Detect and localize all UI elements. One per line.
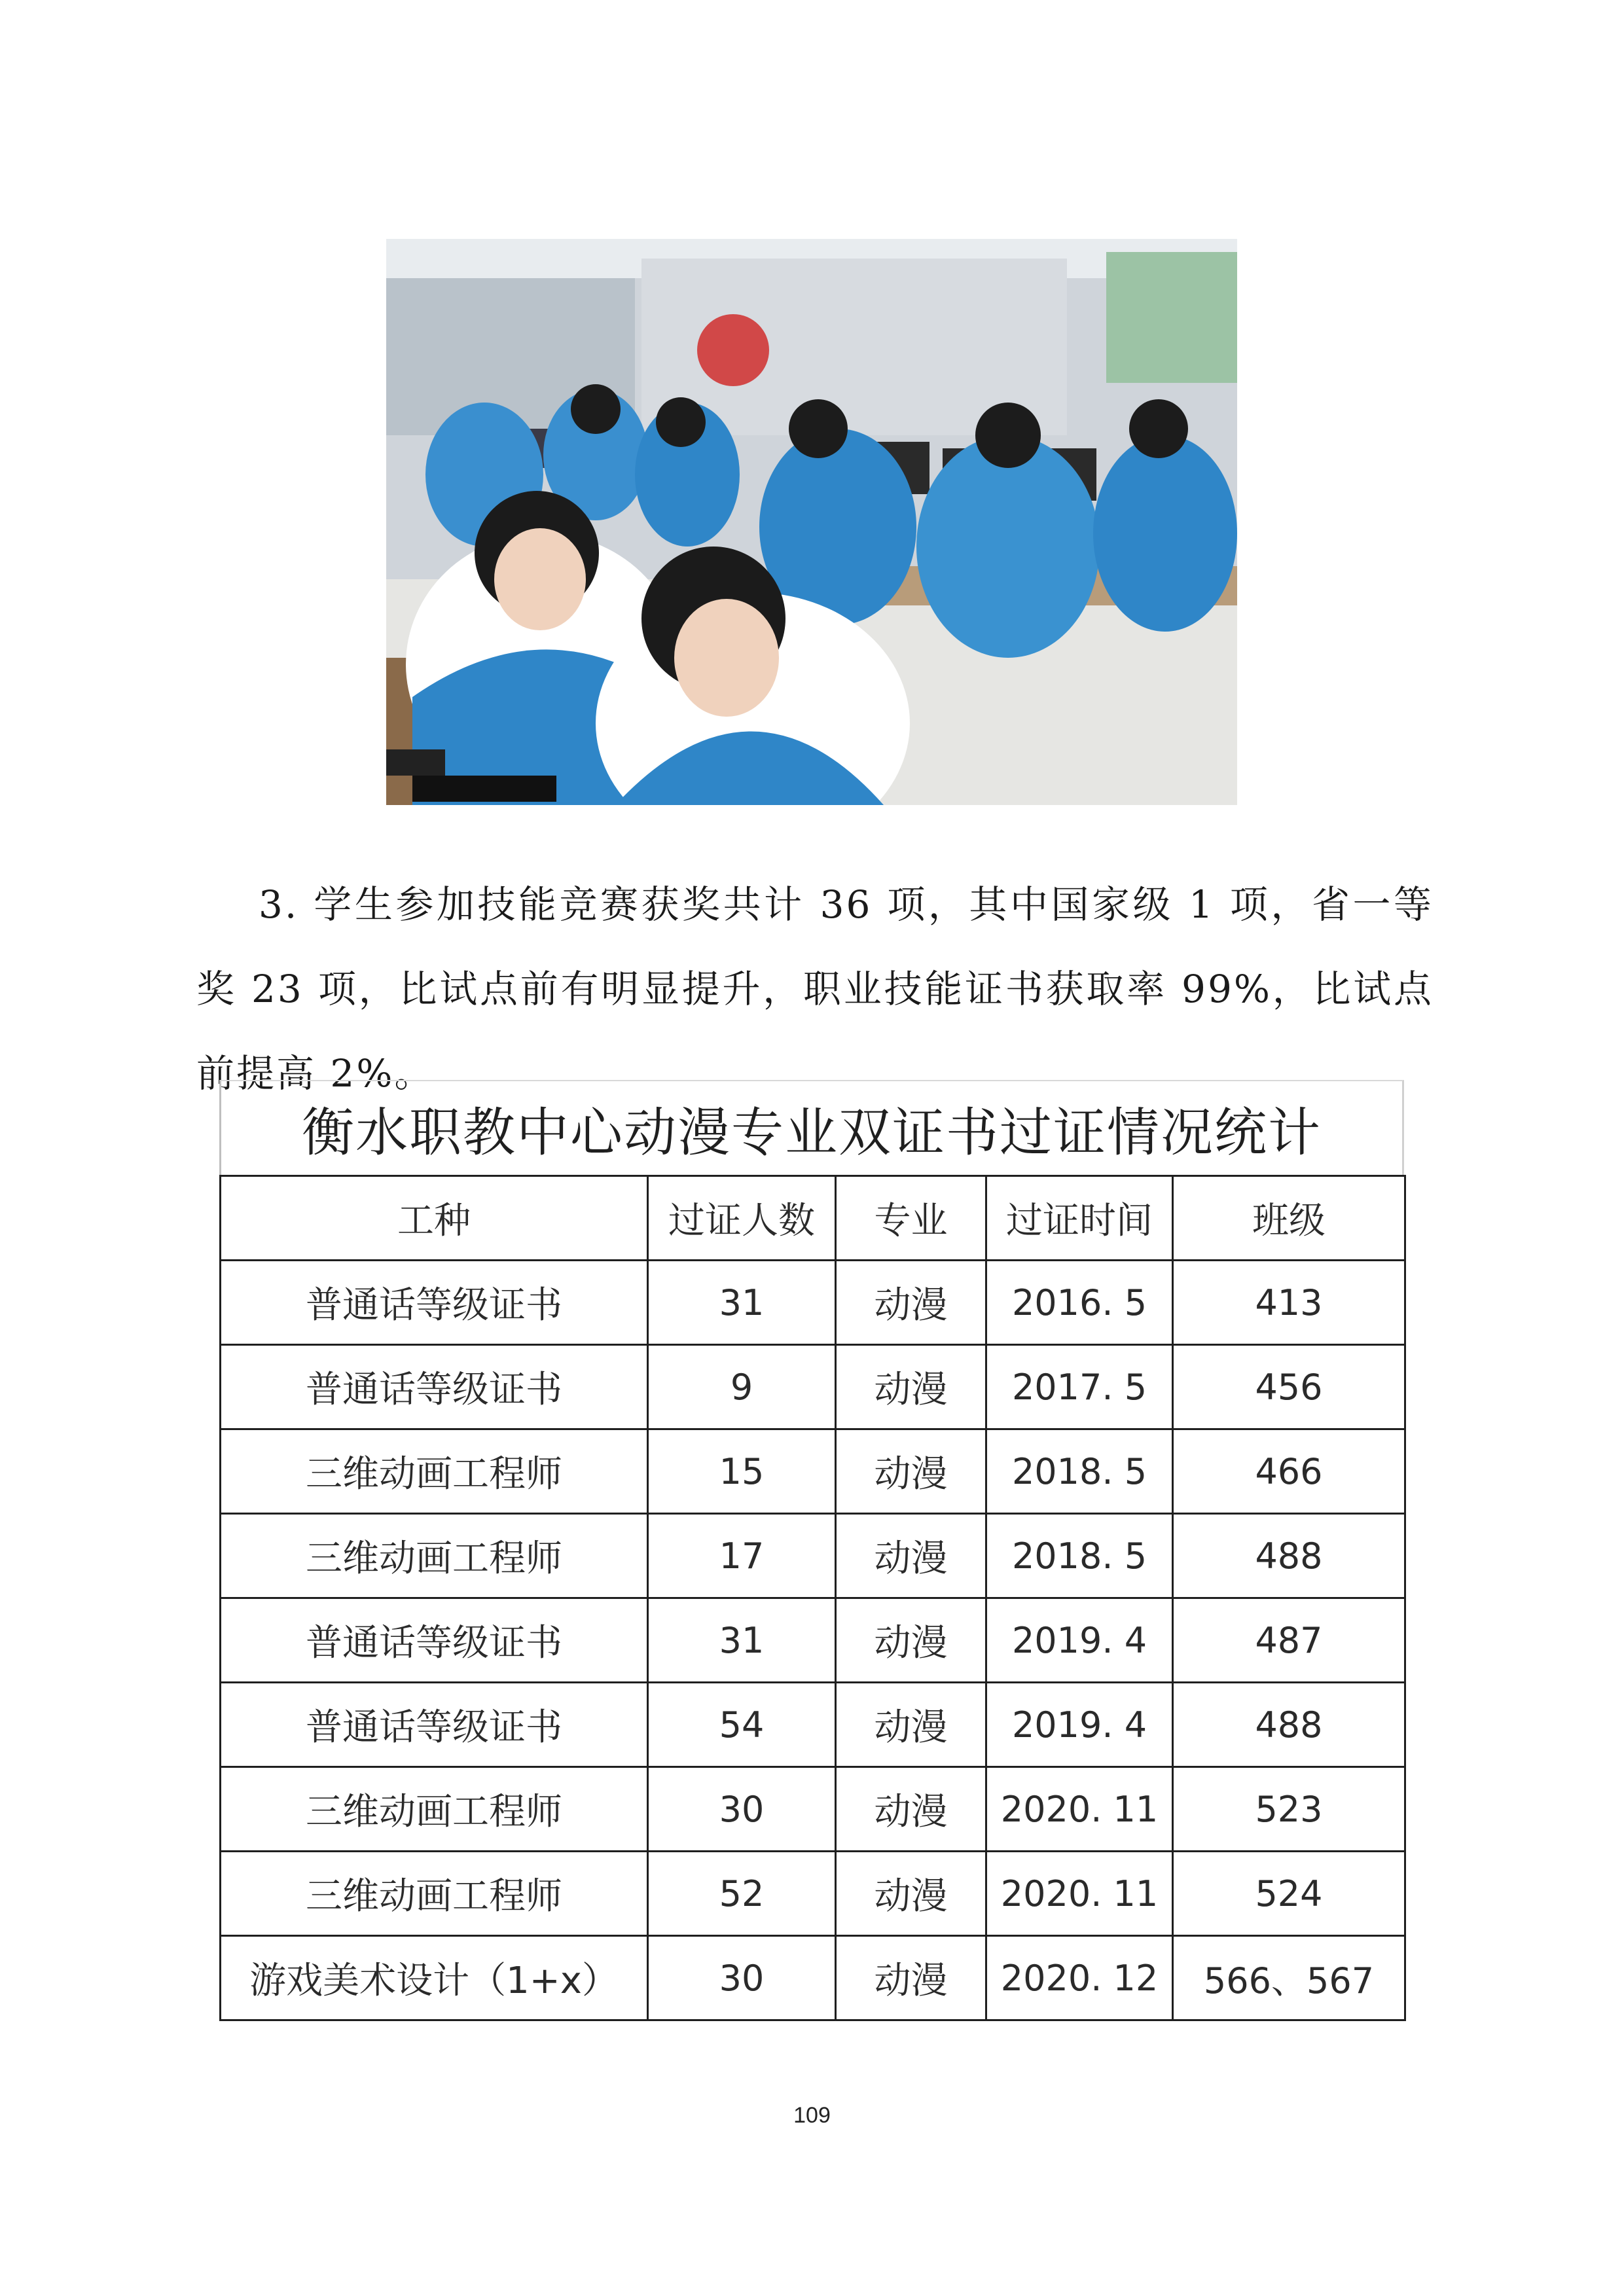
class-cell: 488 [1173, 1514, 1405, 1598]
class-cell: 566、567 [1173, 1936, 1405, 2020]
cert-type-cell: 普通话等级证书 [221, 1598, 648, 1683]
table-row [221, 1514, 1405, 1598]
major-cell: 动漫 [836, 1852, 986, 1936]
pass-count-cell: 31 [648, 1261, 836, 1345]
header-cell: 班级 [1173, 1176, 1405, 1261]
major-cell: 动漫 [836, 1767, 986, 1852]
major-cell: 动漫 [836, 1598, 986, 1683]
table-row [221, 1429, 1405, 1514]
header-cell: 过证时间 [986, 1176, 1173, 1261]
body-paragraph: 3. 学生参加技能竞赛获奖共计 36 项，其中国家级 1 项，省一等奖 23 项，比试点前有明显提升，职业技能证书获取率 99%，比试点前提高 2%。 [196, 882, 1434, 1096]
cert-type-cell: 游戏美术设计（1+x） [221, 1936, 648, 2020]
classroom-photo [386, 239, 1237, 805]
header-cell: 专业 [836, 1176, 986, 1261]
pass-count-cell: 31 [648, 1598, 836, 1683]
major-cell: 动漫 [836, 1261, 986, 1345]
date-cell: 2016. 5 [986, 1261, 1173, 1345]
cert-type-cell: 普通话等级证书 [221, 1345, 648, 1429]
header-cell: 工种 [221, 1176, 648, 1261]
pass-count-cell: 54 [648, 1683, 836, 1767]
class-cell: 524 [1173, 1852, 1405, 1936]
cert-type-cell: 三维动画工程师 [221, 1852, 648, 1936]
pass-count-cell: 30 [648, 1767, 836, 1852]
stats-table [219, 1175, 1406, 2021]
major-cell: 动漫 [836, 1345, 986, 1429]
date-cell: 2018. 5 [986, 1514, 1173, 1598]
date-cell: 2018. 5 [986, 1429, 1173, 1514]
major-cell: 动漫 [836, 1514, 986, 1598]
table-row [221, 1852, 1405, 1936]
date-cell: 2020. 11 [986, 1852, 1173, 1936]
table-row [221, 1767, 1405, 1852]
class-cell: 488 [1173, 1683, 1405, 1767]
date-cell: 2020. 11 [986, 1767, 1173, 1852]
pass-count-cell: 17 [648, 1514, 836, 1598]
table-row [221, 1683, 1405, 1767]
cert-type-cell: 三维动画工程师 [221, 1514, 648, 1598]
class-cell: 523 [1173, 1767, 1405, 1852]
pass-count-cell: 30 [648, 1936, 836, 2020]
cert-type-cell: 三维动画工程师 [221, 1767, 648, 1852]
header-cell: 过证人数 [648, 1176, 836, 1261]
certificate-stats-table [219, 1080, 1404, 2021]
date-cell: 2019. 4 [986, 1598, 1173, 1683]
pass-count-cell: 9 [648, 1345, 836, 1429]
cert-type-cell: 普通话等级证书 [221, 1683, 648, 1767]
class-cell: 487 [1173, 1598, 1405, 1683]
pass-count-cell: 15 [648, 1429, 836, 1514]
classroom-photo-illustration [386, 239, 1237, 805]
date-cell: 2017. 5 [986, 1345, 1173, 1429]
major-cell: 动漫 [836, 1683, 986, 1767]
major-cell: 动漫 [836, 1936, 986, 2020]
table-row [221, 1598, 1405, 1683]
class-cell: 456 [1173, 1345, 1405, 1429]
table-header-row [221, 1176, 1405, 1261]
cert-type-cell: 三维动画工程师 [221, 1429, 648, 1514]
cert-type-cell: 普通话等级证书 [221, 1261, 648, 1345]
pass-count-cell: 52 [648, 1852, 836, 1936]
table-row [221, 1345, 1405, 1429]
class-cell: 413 [1173, 1261, 1405, 1345]
date-cell: 2020. 12 [986, 1936, 1173, 2020]
major-cell: 动漫 [836, 1429, 986, 1514]
table-row [221, 1261, 1405, 1345]
page-number: 109 [793, 2103, 831, 2128]
table-row [221, 1936, 1405, 2020]
table-title: 衡水职教中心动漫专业双证书过证情况统计 [219, 1080, 1404, 1175]
date-cell: 2019. 4 [986, 1683, 1173, 1767]
class-cell: 466 [1173, 1429, 1405, 1514]
